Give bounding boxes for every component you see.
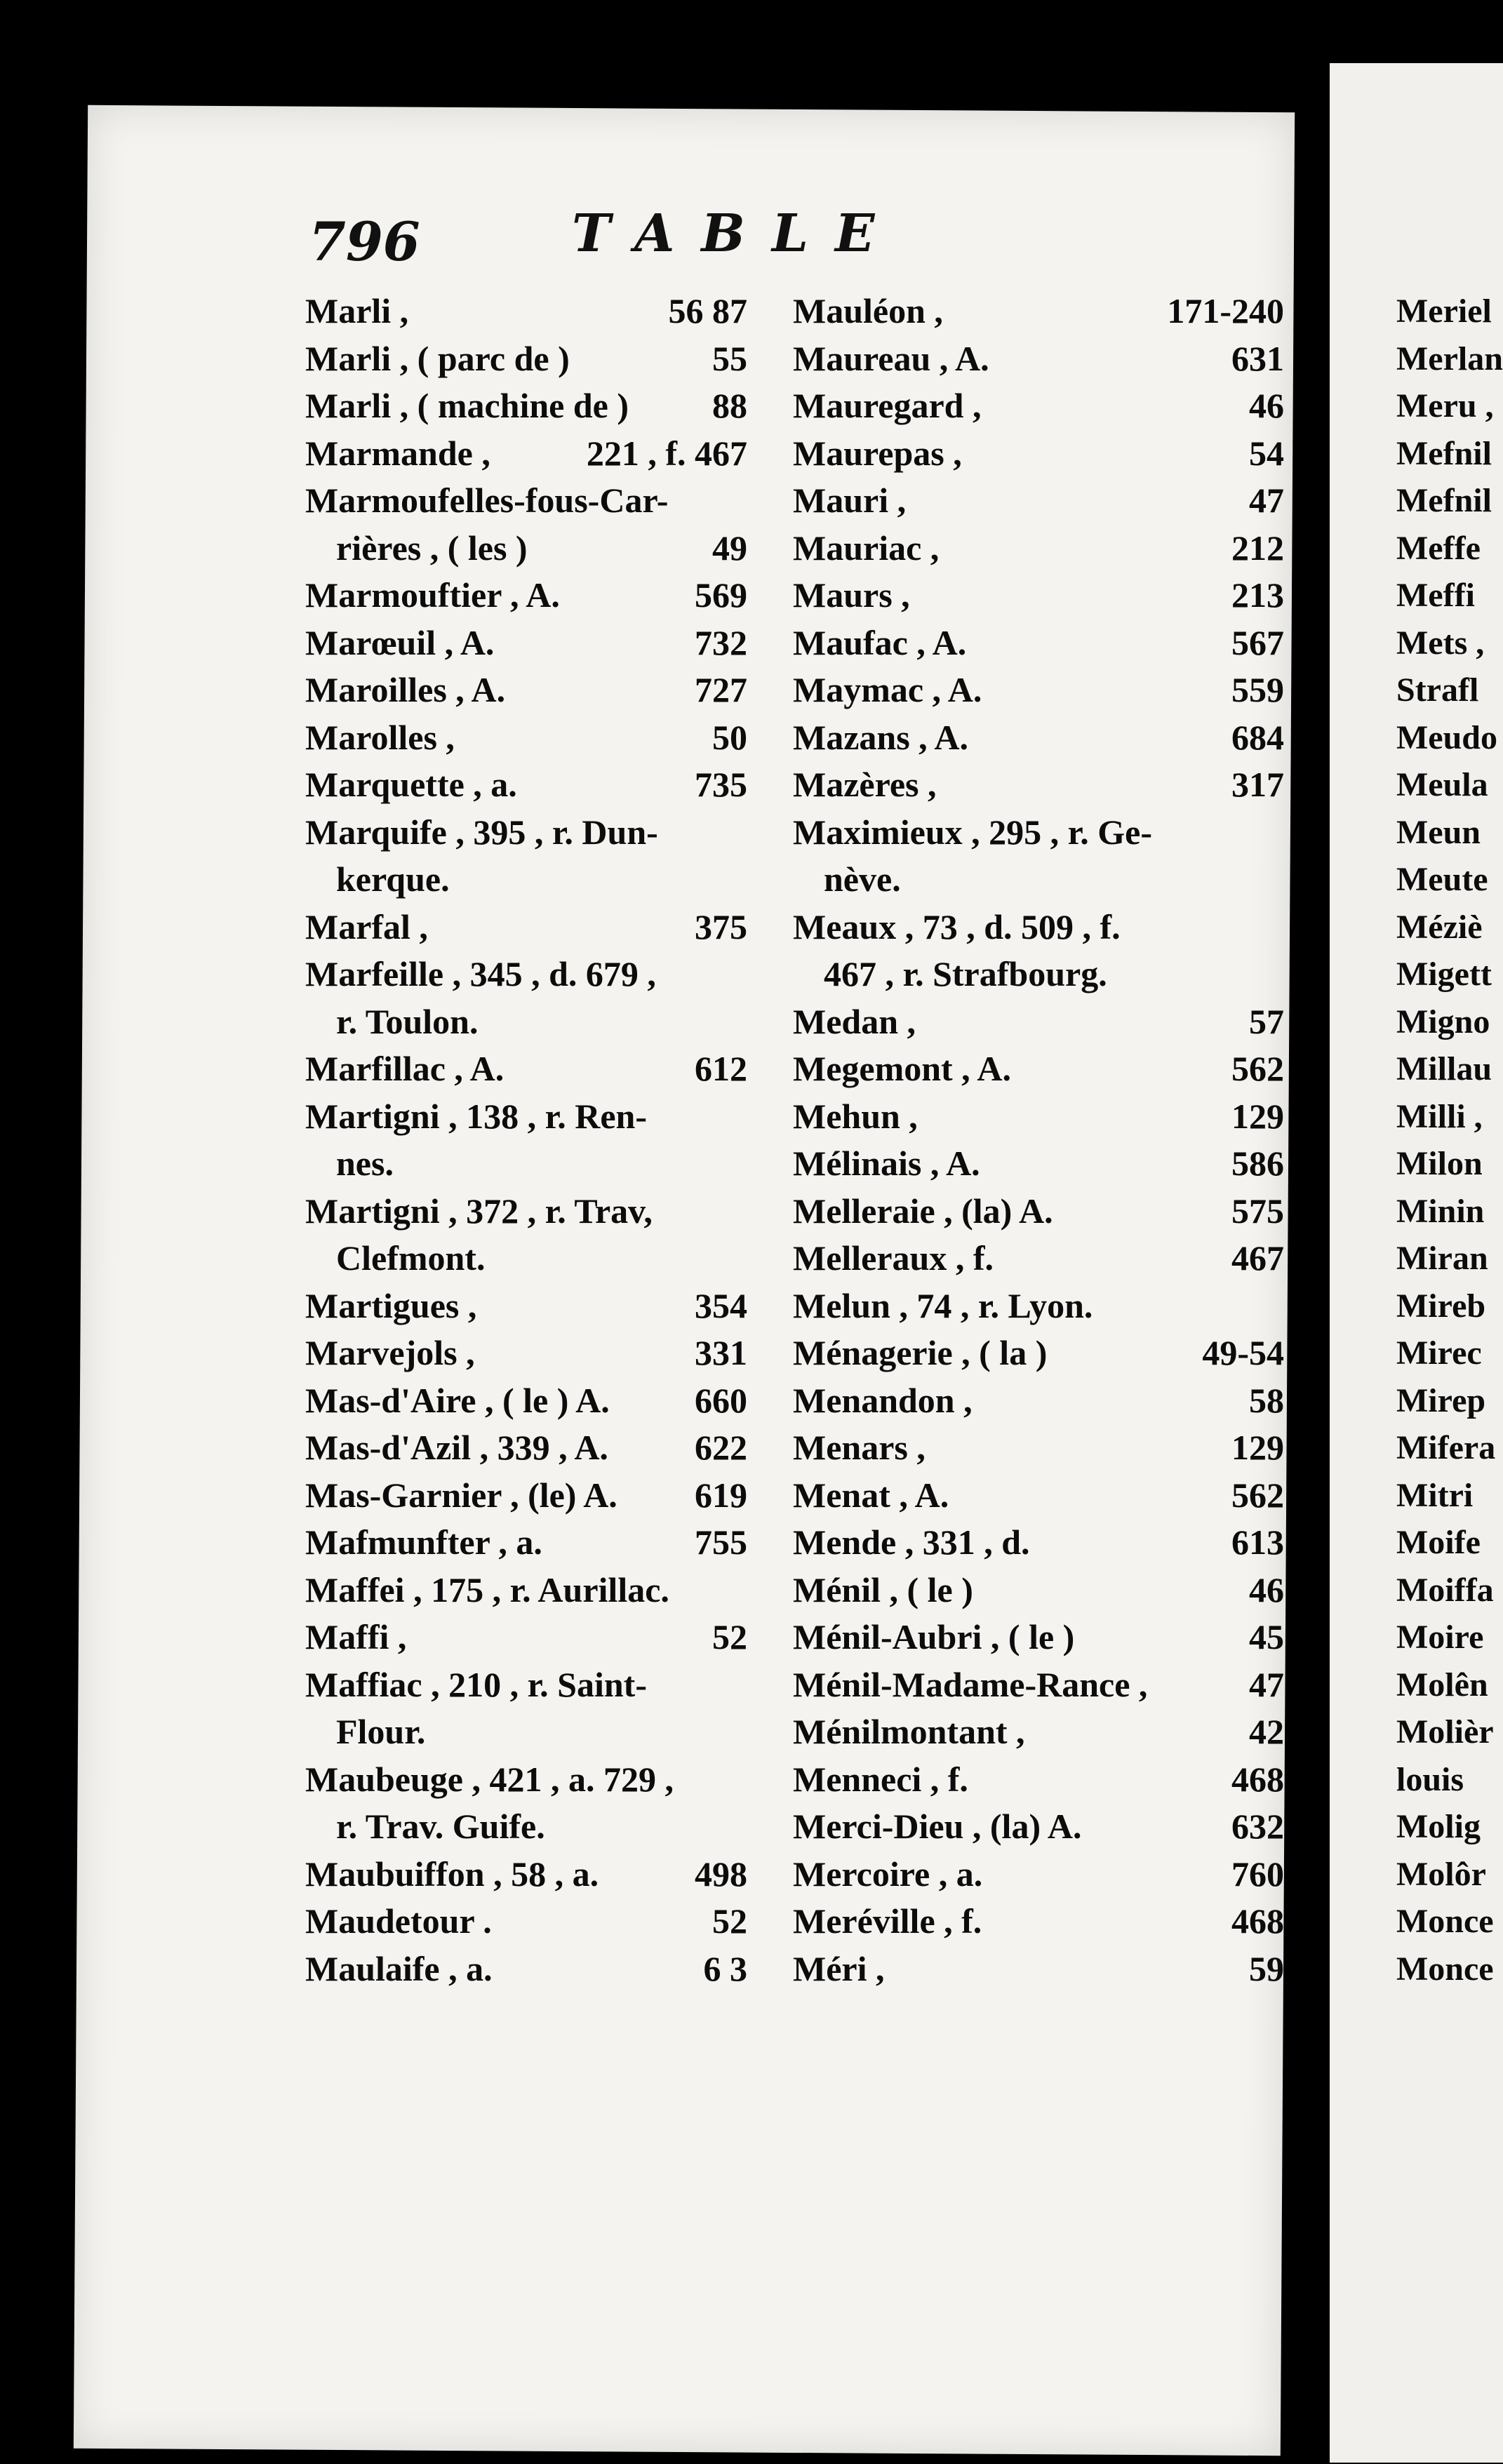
- entry-page-ref: 6 3: [703, 1948, 747, 1988]
- index-entry-partial: Monce: [1396, 1903, 1494, 1940]
- index-entry: [305, 856, 747, 904]
- entry-place-name: Mas-d'Azil , 339 , A.: [305, 1428, 608, 1467]
- entry-page-ref: 467: [1231, 1238, 1284, 1278]
- index-entry: [793, 620, 1284, 667]
- index-entry: [305, 288, 747, 335]
- index-entry: [793, 382, 1284, 430]
- index-entry: [793, 1235, 1284, 1283]
- entry-place-name: Menneci , f.: [793, 1759, 968, 1799]
- entry-page-ref: 129: [1231, 1096, 1284, 1136]
- index-entry: [305, 1803, 747, 1851]
- entry-place-name: Mas-Garnier , (le) A.: [305, 1475, 617, 1515]
- index-entry: [793, 335, 1284, 383]
- index-entry: [793, 1330, 1284, 1377]
- entry-page-ref: 221 , f. 467: [586, 433, 747, 473]
- index-entry: [305, 1661, 747, 1709]
- index-entry: [305, 1756, 747, 1804]
- entry-place-name: Menandon ,: [793, 1380, 973, 1420]
- index-entry: [793, 1377, 1284, 1425]
- entry-place-name: nes.: [336, 1144, 394, 1183]
- index-entry: [305, 1140, 747, 1188]
- index-entry: [305, 1898, 747, 1946]
- entry-page-ref: 562: [1231, 1475, 1284, 1515]
- index-entry-partial: Mirec: [1396, 1334, 1482, 1372]
- entry-place-name: Ménil-Madame-Rance ,: [793, 1664, 1148, 1704]
- entry-place-name: r. Trav. Guife.: [336, 1807, 545, 1846]
- index-entry: [793, 1803, 1284, 1851]
- index-entry: [305, 1188, 747, 1236]
- entry-place-name: Melun , 74 , r. Lyon.: [793, 1285, 1093, 1325]
- entry-page-ref: 47: [1249, 1664, 1284, 1704]
- entry-place-name: Melleraux , f.: [793, 1238, 994, 1278]
- index-entry-partial: Migno: [1396, 1003, 1490, 1040]
- entry-place-name: Martigni , 372 , r. Trav,: [305, 1191, 653, 1231]
- entry-place-name: Maymac , A.: [793, 670, 982, 709]
- index-entry-partial: Meun: [1396, 813, 1481, 851]
- index-entry-partial: Mets ,: [1396, 624, 1485, 662]
- entry-page-ref: 735: [695, 765, 747, 804]
- index-entry: [305, 1283, 747, 1330]
- entry-place-name: Maufac , A.: [793, 622, 967, 662]
- entry-page-ref: 498: [695, 1854, 747, 1894]
- entry-page-ref: 612: [695, 1049, 747, 1088]
- entry-page-ref: 47: [1249, 481, 1284, 520]
- index-entry: [305, 1424, 747, 1472]
- entry-place-name: Merci-Dieu , (la) A.: [793, 1807, 1082, 1846]
- index-entry: [793, 288, 1284, 335]
- index-entry: [793, 1140, 1284, 1188]
- index-entry: [793, 525, 1284, 573]
- index-entry-partial: Meru ,: [1396, 387, 1494, 424]
- index-entry-partial: Molièr: [1396, 1713, 1494, 1750]
- entry-page-ref: 58: [1249, 1380, 1284, 1420]
- index-entry-partial: Mireb: [1396, 1287, 1486, 1325]
- entry-page-ref: 213: [1231, 575, 1284, 615]
- index-entry: [793, 1283, 1284, 1330]
- entry-place-name: Martigues ,: [305, 1285, 477, 1325]
- entry-page-ref: 88: [712, 386, 747, 425]
- index-entry-partial: Mifera: [1396, 1429, 1496, 1466]
- entry-place-name: Marquette , a.: [305, 765, 517, 804]
- index-entry: [793, 1851, 1284, 1899]
- entry-page-ref: 317: [1231, 765, 1284, 804]
- entry-place-name: Marfeille , 345 , d. 679 ,: [305, 954, 656, 993]
- entry-page-ref: 631: [1231, 338, 1284, 378]
- entry-place-name: rières , ( les ): [336, 528, 528, 568]
- index-entry: [793, 998, 1284, 1046]
- entry-place-name: Clefmont.: [336, 1238, 486, 1278]
- index-entry: [305, 477, 747, 525]
- entry-page-ref: 660: [695, 1380, 747, 1420]
- entry-place-name: Marfillac , A.: [305, 1049, 505, 1088]
- entry-page-ref: 567: [1231, 622, 1284, 662]
- index-entry: [793, 761, 1284, 809]
- index-entry-partial: Molôr: [1396, 1855, 1486, 1893]
- entry-page-ref: 375: [695, 906, 747, 946]
- index-entry: [793, 1756, 1284, 1804]
- entry-place-name: Ménagerie , ( la ): [793, 1333, 1048, 1372]
- entry-page-ref: 46: [1249, 1569, 1284, 1609]
- entry-page-ref: 46: [1249, 386, 1284, 425]
- entry-place-name: 467 , r. Strafbourg.: [824, 954, 1107, 993]
- index-entry-partial: Mitri: [1396, 1476, 1474, 1514]
- index-entry: [305, 572, 747, 620]
- entry-place-name: kerque.: [336, 859, 450, 899]
- entry-place-name: Marmande ,: [305, 433, 490, 473]
- entry-place-name: Marvejols ,: [305, 1333, 475, 1372]
- index-entry: [793, 856, 1284, 904]
- index-entry: [305, 1235, 747, 1283]
- index-entry: [305, 714, 747, 762]
- index-entry: [305, 1330, 747, 1377]
- index-entry: [305, 1614, 747, 1661]
- index-entry-partial: Méziè: [1396, 908, 1483, 946]
- entry-page-ref: 57: [1249, 1001, 1284, 1041]
- entry-place-name: Maximieux , 295 , r. Ge-: [793, 812, 1152, 852]
- entry-page-ref: 755: [695, 1522, 747, 1562]
- entry-place-name: Mélinais , A.: [793, 1144, 980, 1183]
- entry-place-name: Maulaife , a.: [305, 1948, 493, 1988]
- entry-page-ref: 171-240: [1167, 291, 1284, 330]
- entry-place-name: Marœuil , A.: [305, 622, 495, 662]
- entry-place-name: Martigni , 138 , r. Ren-: [305, 1096, 647, 1136]
- entry-place-name: Mehun ,: [793, 1096, 918, 1136]
- index-entry: [793, 1898, 1284, 1946]
- index-entry-partial: Mefnil: [1396, 482, 1492, 519]
- entry-page-ref: 569: [695, 575, 747, 615]
- index-entry-partial: Meudo: [1396, 718, 1497, 756]
- entry-place-name: Marolles ,: [305, 717, 455, 757]
- index-entry-partial: Mefnil: [1396, 434, 1492, 472]
- index-entry: [793, 714, 1284, 762]
- entry-page-ref: 59: [1249, 1948, 1284, 1988]
- index-entry: [305, 430, 747, 478]
- page-number: 796: [309, 210, 420, 273]
- entry-place-name: Marli , ( parc de ): [305, 338, 570, 378]
- index-entry-partial: Milli ,: [1396, 1097, 1483, 1135]
- entry-page-ref: 613: [1231, 1522, 1284, 1562]
- entry-place-name: r. Toulon.: [336, 1001, 479, 1041]
- index-entry-partial: Strafl: [1396, 671, 1479, 709]
- entry-page-ref: 49: [712, 528, 747, 568]
- entry-place-name: Mende , 331 , d.: [793, 1522, 1030, 1562]
- entry-page-ref: 575: [1231, 1191, 1284, 1231]
- entry-page-ref: 632: [1231, 1807, 1284, 1846]
- index-entry: [305, 335, 747, 383]
- entry-place-name: Medan ,: [793, 1001, 916, 1041]
- index-entry: [793, 1424, 1284, 1472]
- index-entry: [793, 1472, 1284, 1520]
- entry-page-ref: 331: [695, 1333, 747, 1372]
- index-entry-partial: Meriel: [1396, 293, 1492, 330]
- index-entry: [793, 904, 1284, 951]
- entry-place-name: Meréville , f.: [793, 1901, 982, 1941]
- index-entry: [305, 904, 747, 951]
- entry-place-name: Mauregard ,: [793, 386, 982, 425]
- entry-page-ref: 619: [695, 1475, 747, 1515]
- index-column-left: [305, 288, 747, 1993]
- index-entry: [305, 1946, 747, 1993]
- index-entry-partial: louis: [1396, 1760, 1464, 1798]
- entry-place-name: Maubeuge , 421 , a. 729 ,: [305, 1759, 674, 1799]
- entry-place-name: Mercoire , a.: [793, 1854, 983, 1894]
- entry-place-name: Mazères ,: [793, 765, 937, 804]
- index-entry: [305, 998, 747, 1046]
- entry-place-name: Mauriac ,: [793, 528, 940, 568]
- entry-place-name: Menars ,: [793, 1428, 926, 1467]
- index-entry-partial: Meula: [1396, 766, 1488, 803]
- index-entry: [793, 430, 1284, 478]
- entry-place-name: Ménilmontant ,: [793, 1712, 1025, 1751]
- index-entry-partial: Miran: [1396, 1240, 1488, 1277]
- entry-place-name: Marmouftier , A.: [305, 575, 560, 615]
- entry-page-ref: 45: [1249, 1617, 1284, 1656]
- index-entry: [305, 1567, 747, 1614]
- entry-place-name: Ménil , ( le ): [793, 1569, 973, 1609]
- entry-place-name: Melleraie , (la) A.: [793, 1191, 1053, 1231]
- index-entry: [793, 1946, 1284, 1993]
- entry-place-name: Mauléon ,: [793, 291, 943, 330]
- index-entry: [793, 572, 1284, 620]
- entry-page-ref: 760: [1231, 1854, 1284, 1894]
- index-entry: [305, 1708, 747, 1756]
- index-entry-partial: Millau: [1396, 1050, 1492, 1087]
- index-entry: [793, 1188, 1284, 1236]
- entry-page-ref: 49-54: [1202, 1333, 1284, 1372]
- entry-place-name: Megemont , A.: [793, 1049, 1012, 1088]
- entry-page-ref: 52: [712, 1901, 747, 1941]
- index-entry-partial: Minin: [1396, 1192, 1485, 1230]
- index-entry: [305, 1851, 747, 1899]
- index-entry: [793, 667, 1284, 714]
- index-entry: [793, 477, 1284, 525]
- index-entry: [305, 1045, 747, 1093]
- index-entry: [305, 667, 747, 714]
- index-entry-partial: Meffi: [1396, 577, 1475, 614]
- index-entry-partial: Moife: [1396, 1524, 1481, 1561]
- index-entry: [793, 809, 1284, 857]
- index-entry-partial: Moire: [1396, 1619, 1484, 1656]
- index-entry: [793, 1519, 1284, 1567]
- entry-place-name: Maffei , 175 , r. Aurillac.: [305, 1569, 669, 1609]
- index-entry: [305, 1519, 747, 1567]
- entry-page-ref: 468: [1231, 1759, 1284, 1799]
- index-entry: [793, 1708, 1284, 1756]
- entry-place-name: Maurepas ,: [793, 433, 962, 473]
- index-entry-partial: Migett: [1396, 956, 1492, 993]
- index-entry: [793, 1093, 1284, 1141]
- entry-place-name: Maurs ,: [793, 575, 910, 615]
- entry-place-name: Méri ,: [793, 1948, 885, 1988]
- entry-place-name: Marquife , 395 , r. Dun-: [305, 812, 658, 852]
- entry-page-ref: 684: [1231, 717, 1284, 757]
- entry-page-ref: 562: [1231, 1049, 1284, 1088]
- entry-page-ref: 212: [1231, 528, 1284, 568]
- entry-place-name: Maureau , A.: [793, 338, 989, 378]
- index-entry-partial: Moiffa: [1396, 1571, 1494, 1609]
- index-column-middle: [793, 288, 1284, 1993]
- index-entry-partial: Merlan: [1396, 340, 1503, 377]
- entry-page-ref: 354: [695, 1285, 747, 1325]
- entry-place-name: Maffi ,: [305, 1617, 407, 1656]
- entry-place-name: Marli ,: [305, 291, 409, 330]
- entry-place-name: Mafmunfter , a.: [305, 1522, 542, 1562]
- entry-page-ref: 468: [1231, 1901, 1284, 1941]
- index-entry: [305, 1377, 747, 1425]
- entry-page-ref: 55: [712, 338, 747, 378]
- entry-page-ref: 129: [1231, 1428, 1284, 1467]
- entry-place-name: Maffiac , 210 , r. Saint-: [305, 1664, 647, 1704]
- index-entry: [793, 1045, 1284, 1093]
- entry-place-name: nève.: [824, 859, 901, 899]
- entry-place-name: Marfal ,: [305, 906, 428, 946]
- entry-place-name: Ménil-Aubri , ( le ): [793, 1617, 1075, 1656]
- index-entry: [793, 1661, 1284, 1709]
- entry-page-ref: 727: [695, 670, 747, 709]
- page-title: TABLE: [572, 203, 902, 264]
- entry-page-ref: 50: [712, 717, 747, 757]
- index-column-right-partial: [1396, 288, 1503, 1993]
- index-entry: [305, 951, 747, 998]
- entry-place-name: Mas-d'Aire , ( le ) A.: [305, 1380, 610, 1420]
- entry-page-ref: 622: [695, 1428, 747, 1467]
- entry-place-name: Flour.: [336, 1712, 426, 1751]
- entry-place-name: Marmoufelles-fous-Car-: [305, 481, 669, 520]
- index-entry: [793, 1614, 1284, 1661]
- entry-place-name: Mauri ,: [793, 481, 907, 520]
- index-entry: [305, 1472, 747, 1520]
- entry-place-name: Maudetour .: [305, 1901, 492, 1941]
- index-entry-partial: Molên: [1396, 1666, 1488, 1703]
- entry-page-ref: 56 87: [668, 291, 747, 330]
- index-entry-partial: Meffe: [1396, 529, 1481, 567]
- index-entry-partial: Meute: [1396, 861, 1488, 898]
- index-entry: [305, 382, 747, 430]
- index-entry: [793, 1567, 1284, 1614]
- index-entry-partial: Monce: [1396, 1950, 1494, 1988]
- entry-page-ref: 586: [1231, 1144, 1284, 1183]
- entry-page-ref: 52: [712, 1617, 747, 1656]
- entry-place-name: Meaux , 73 , d. 509 , f.: [793, 906, 1121, 946]
- entry-place-name: Maroilles , A.: [305, 670, 506, 709]
- entry-place-name: Mazans , A.: [793, 717, 968, 757]
- entry-place-name: Marli , ( machine de ): [305, 386, 629, 425]
- index-entry-partial: Milon: [1396, 1145, 1483, 1182]
- entry-page-ref: 559: [1231, 670, 1284, 709]
- index-entry: [305, 809, 747, 857]
- entry-place-name: Maubuiffon , 58 , a.: [305, 1854, 599, 1894]
- index-entry: [305, 1093, 747, 1141]
- entry-page-ref: 42: [1249, 1712, 1284, 1751]
- index-entry: [305, 620, 747, 667]
- entry-page-ref: 54: [1249, 433, 1284, 473]
- index-entry-partial: Mirep: [1396, 1381, 1486, 1419]
- index-entry: [305, 525, 747, 573]
- index-entry-partial: Molig: [1396, 1808, 1481, 1845]
- index-entry: [305, 761, 747, 809]
- index-entry: [793, 951, 1284, 998]
- entry-place-name: Menat , A.: [793, 1475, 949, 1515]
- entry-page-ref: 732: [695, 622, 747, 662]
